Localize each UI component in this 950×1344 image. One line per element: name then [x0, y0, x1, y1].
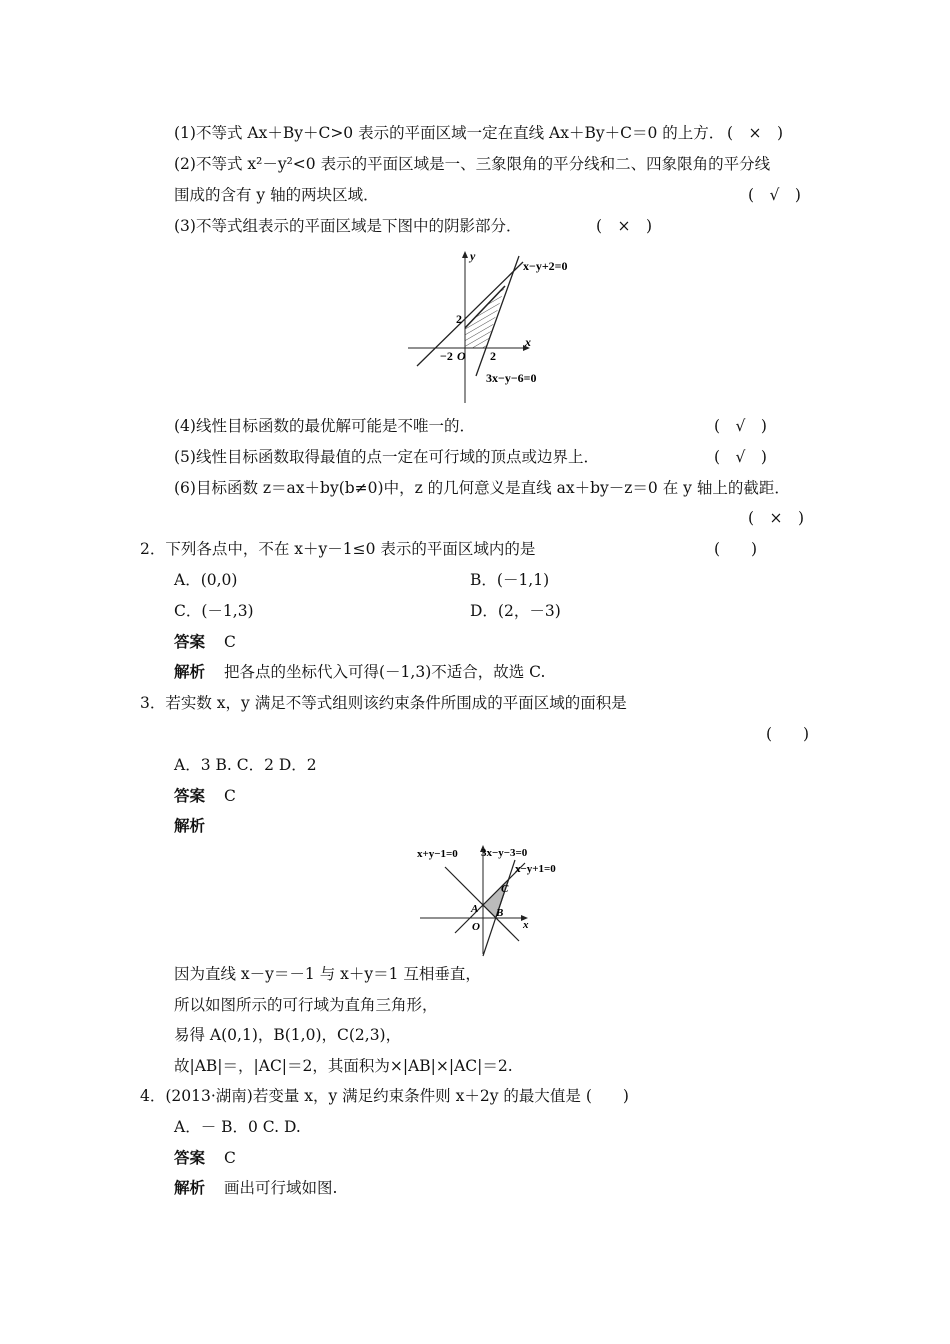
- origin-label: O: [472, 921, 480, 933]
- question-3-stem: 3．若实数 x，y 满足不等式组则该约束条件所围成的平面区域的面积是: [140, 694, 627, 712]
- tick-x-neg2: −2: [440, 349, 453, 363]
- question-3-options: A．3 B. C．2 D．2: [174, 756, 317, 774]
- question-2-option-c: C．(－1,3): [174, 602, 254, 620]
- question-2-stem: 2．下列各点中，不在 x＋y－1≤0 表示的平面区域内的是: [140, 540, 536, 558]
- question-2-paren: ( ): [714, 540, 758, 558]
- question-4-explanation-label: 解析: [174, 1178, 206, 1197]
- statement-3: (3)不等式组表示的平面区域是下图中的阴影部分．: [174, 217, 522, 235]
- statement-5-mark: ( √ ): [714, 448, 767, 466]
- y-axis-label: y: [470, 249, 476, 263]
- question-4-answer-label: 答案: [174, 1148, 206, 1167]
- tick-y-2: 2: [456, 312, 462, 326]
- point-b-label: B: [496, 907, 504, 919]
- question-4-stem: 4．(2013·湖南)若变量 x，y 满足约束条件则 x＋2y 的最大值是 ( ): [140, 1087, 629, 1105]
- question-3-answer-label: 答案: [174, 786, 206, 805]
- statement-2-line-1: (2)不等式 x²－y²<0 表示的平面区域是一、三象限角的平分线和二、四象限角的平分线: [174, 155, 771, 173]
- figure-shaded-region: [405, 248, 595, 408]
- line-label-1: x+y−1=0: [417, 848, 458, 860]
- question-3-explanation-line-4: 故|AB|＝，|AC|＝2，其面积为×|AB|×|AC|＝2.: [174, 1057, 513, 1075]
- line-label-2: 3x−y−6=0: [486, 371, 537, 385]
- x-axis-label: x: [523, 919, 529, 931]
- line-label-3: x−y+1=0: [515, 863, 556, 875]
- question-2-option-b: B．(－1,1): [470, 571, 550, 589]
- question-3-answer: C: [224, 787, 236, 805]
- statement-1: (1)不等式 Ax＋By＋C>0 表示的平面区域一定在直线 Ax＋By＋C＝0 的上方．: [174, 124, 725, 142]
- line-x-y-2: [417, 262, 523, 366]
- statement-2-mark: ( √ ): [748, 186, 801, 204]
- question-2-explanation: 把各点的坐标代入可得(－1,3)不适合，故选 C.: [224, 663, 546, 681]
- point-c-label: C: [501, 883, 509, 895]
- question-4-explanation: 画出可行域如图.: [224, 1179, 338, 1197]
- statement-5: (5)线性目标函数取得最值的点一定在可行域的顶点或边界上．: [174, 448, 599, 466]
- x-axis-label: x: [525, 335, 531, 349]
- line-label-2: 3x−y−3=0: [481, 847, 528, 859]
- question-2-answer-label: 答案: [174, 632, 206, 651]
- statement-4: (4)线性目标函数的最优解可能是不唯一的．: [174, 417, 475, 435]
- question-2-answer: C: [224, 633, 236, 651]
- statement-3-mark: ( × ): [596, 217, 653, 235]
- question-3-explanation-line-2: 所以如图所示的可行域为直角三角形，: [174, 996, 438, 1014]
- statement-6: (6)目标函数 z＝ax＋by(b≠0)中，z 的几何意义是直线 ax＋by－z＝0 在 y 轴上的截距．: [174, 479, 790, 497]
- line-x-plus-y: [445, 867, 519, 941]
- statement-6-mark: ( × ): [748, 509, 805, 527]
- question-4-answer: C: [224, 1149, 236, 1167]
- line-label-1: x−y+2=0: [523, 259, 568, 273]
- question-2-option-a: A．(0,0): [174, 571, 238, 589]
- origin-label: O: [457, 349, 466, 363]
- y-axis-arrow: [462, 251, 468, 258]
- question-3-explanation-line-1: 因为直线 x－y＝－1 与 x＋y＝1 互相垂直，: [174, 965, 481, 983]
- question-3-explanation-label: 解析: [174, 816, 206, 835]
- point-a-label: A: [471, 903, 479, 915]
- question-4-options: A．－ B．0 C. D.: [174, 1118, 301, 1136]
- statement-2-line-2: 围成的含有 y 轴的两块区域．: [174, 186, 379, 204]
- question-3-explanation-line-3: 易得 A(0,1)，B(1,0)，C(2,3)，: [174, 1026, 402, 1044]
- figure-triangle-region: [415, 842, 575, 957]
- tick-x-2: 2: [490, 349, 496, 363]
- question-3-paren: ( ): [766, 725, 810, 743]
- shaded-region: [465, 286, 505, 348]
- statement-1-mark: ( × ): [727, 124, 784, 142]
- question-2-explanation-label: 解析: [174, 662, 206, 681]
- question-2-option-d: D．(2，－3): [470, 602, 561, 620]
- statement-4-mark: ( √ ): [714, 417, 767, 435]
